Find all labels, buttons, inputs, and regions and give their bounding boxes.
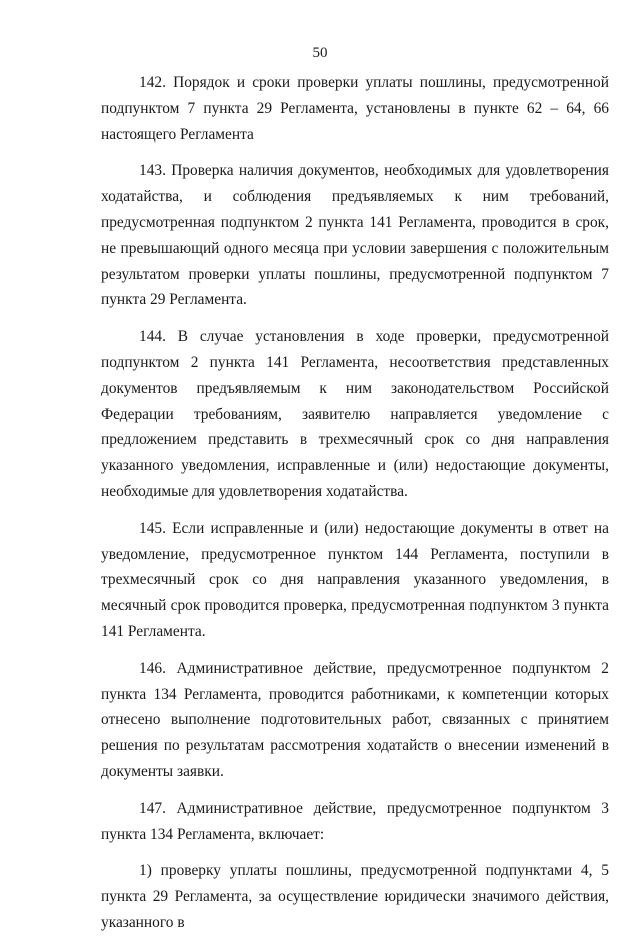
paragraph-147-item-1: 1) проверку уплаты пошлины, предусмотренной подпунктами 4, 5 пункта 29 Регламента, за осуществление юридически значимого действия, указанного в [101, 862, 609, 931]
paragraph-145: 145. Если исправленные и (или) недостающие документы в ответ на уведомление, предусмотренное пунктом 144 Регламента, поступили в трехмесячный срок со дня направления указанного уведомления, в месячный срок проводится проверка, предусмотренная подпунктом 3 пункта 141 Регламента. [101, 519, 609, 640]
paragraph-143: 143. Проверка наличия документов, необходимых для удовлетворения ходатайства, и соблюдения предъявляемых к ним требований, предусмотренная подпунктом 2 пункта 141 Регламента, проводится в срок, не превышающий одного месяца при условии завершения с положительным результатом проверки уплаты пошлины, предусмотренной подпунктом 7 пункта 29 Регламента. [101, 162, 609, 309]
document-body [101, 70, 609, 947]
paragraph-146: 146. Административное действие, предусмотренное подпунктом 2 пункта 134 Регламента, проводится работниками, к компетенции которых отнесено выполнение подготовительных работ, связанных с принятием решения по результатам рассмотрения ходатайств о внесении изменений в документы заявки. [101, 659, 609, 780]
paragraph-142: 142. Порядок и сроки проверки уплаты пошлины, предусмотренной подпунктом 7 пункта 29 Регламента, установлены в пункте 62 – 64, 66 настоящего Регламента [101, 74, 609, 143]
page-number: 50 [312, 45, 328, 61]
paragraph-144: 144. В случае установления в ходе проверки, предусмотренной подпунктом 2 пункта 141 Регламента, несоответствия представленных документов предъявляемым к ним законодательством Российской Федерации требованиям, заявителю направляется уведомление с предложением представить в трехмесячный срок со дня направления указанного уведомления, исправленные и (или) недостающие документы, необходимые для удовлетворения ходатайства. [101, 328, 609, 500]
paragraph-147: 147. Административное действие, предусмотренное подпунктом 3 пункта 134 Регламента, включает: [101, 799, 609, 843]
